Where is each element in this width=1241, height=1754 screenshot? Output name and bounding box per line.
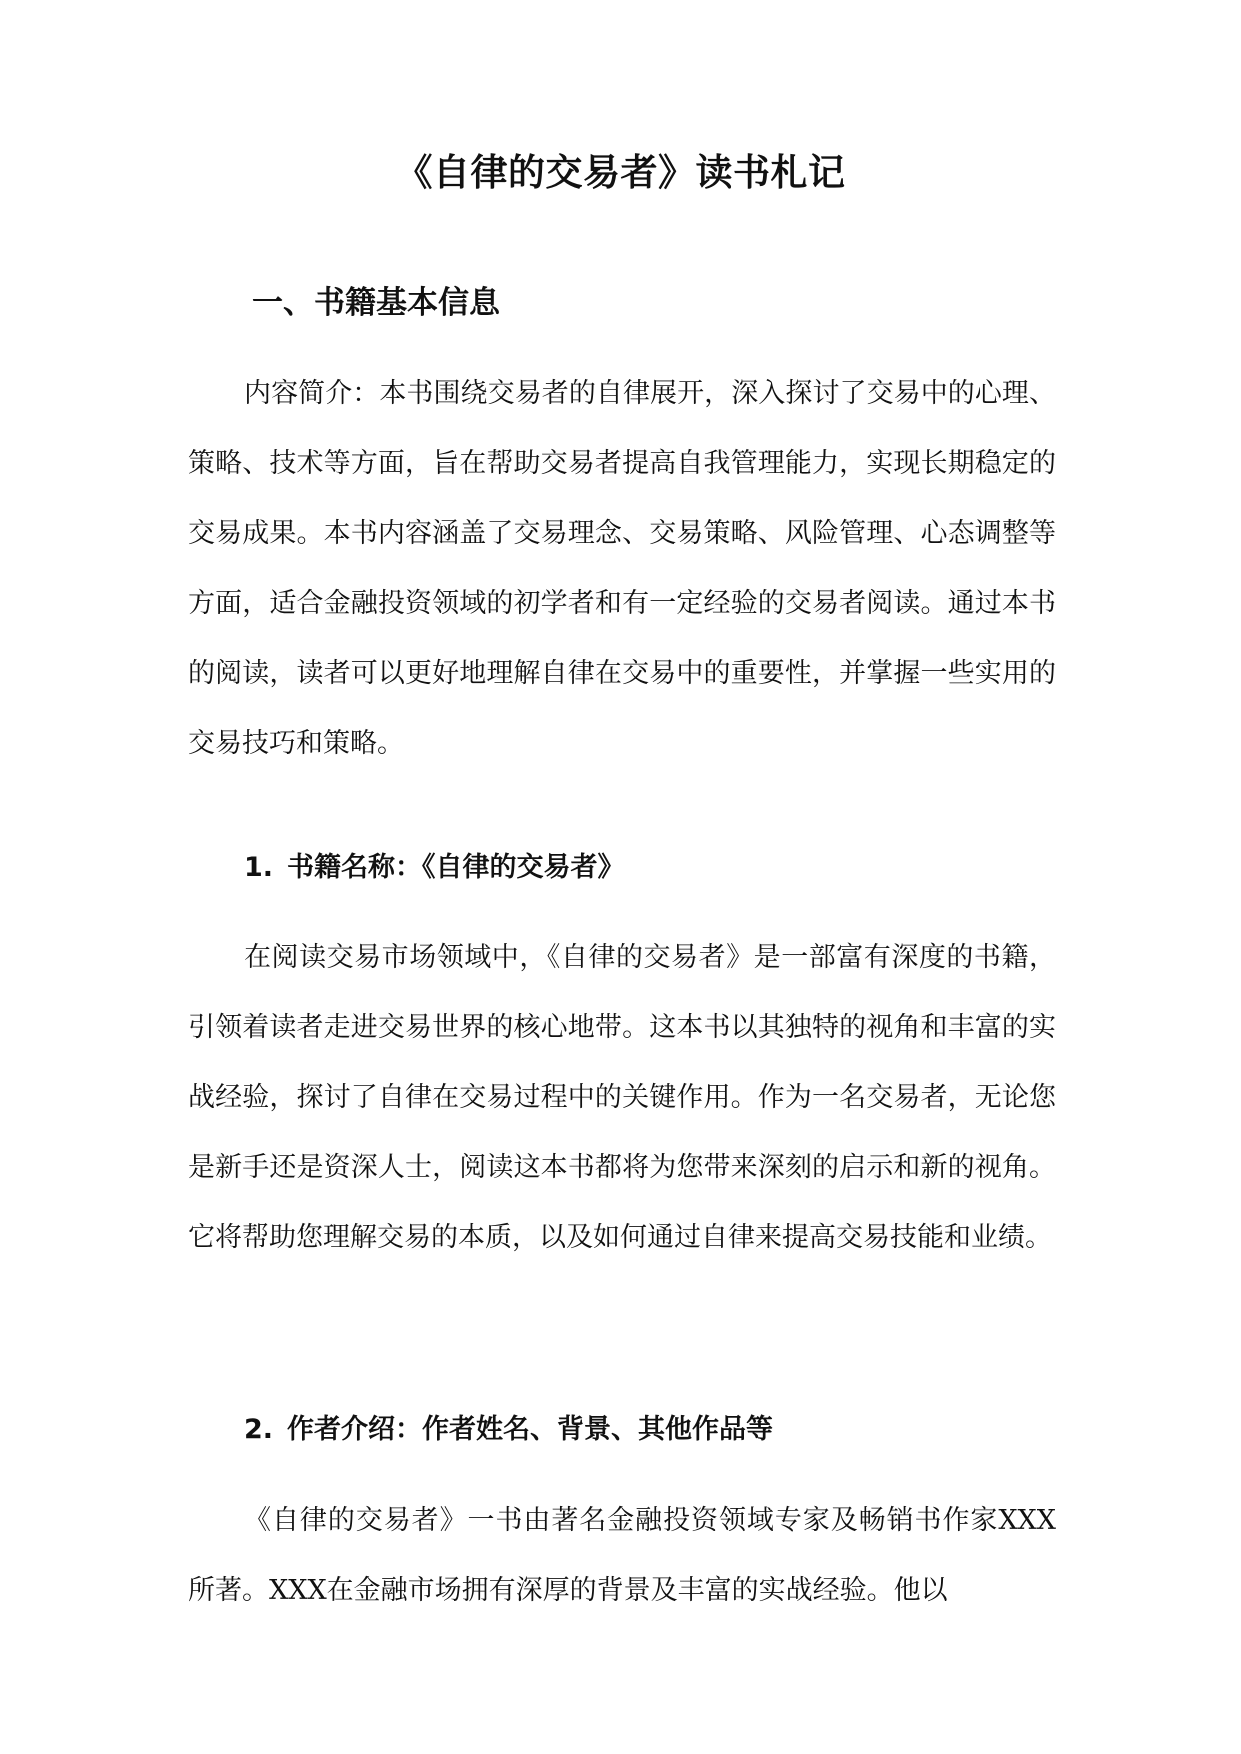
subsection-heading-text: 作者介绍：作者姓名、背景、其他作品等 bbox=[287, 1414, 774, 1445]
document-title: 《自律的交易者》读书札记 bbox=[395, 151, 846, 194]
author-paragraph: 《自律的交易者》一书由著名金融投资领域专家及畅销书作家XXX所著。XXX在金融市场拥有深厚的背景及丰富的实战经验。他以 bbox=[188, 1505, 1056, 1606]
subsection-number: 2. bbox=[244, 1414, 274, 1445]
subsection-heading-book-name bbox=[244, 846, 625, 890]
subsection-heading-author bbox=[244, 1408, 773, 1452]
book-name-paragraph: 在阅读交易市场领域中，《自律的交易者》是一部富有深度的书籍，引领着读者走进交易世界的核心地带。这本书以其独特的视角和丰富的实战经验，探讨了自律在交易过程中的关键作用。作为一名交易者，无论您是新手还是资深人士，阅读这本书都将为您带来深刻的启示和新的视角。它将帮助您理解交易的本质，以及如何通过自律来提高交易技能和业绩。 bbox=[188, 942, 1056, 1253]
subsection-heading-text: 书籍名称：《自律的交易者》 bbox=[287, 852, 625, 883]
subsection-number: 1. bbox=[244, 852, 274, 883]
content-summary-paragraph: 内容简介：本书围绕交易者的自律展开，深入探讨了交易中的心理、策略、技术等方面，旨在帮助交易者提高自我管理能力，实现长期稳定的交易成果。本书内容涵盖了交易理念、交易策略、风险管理、心态调整等方面，适合金融投资领域的初学者和有一定经验的交易者阅读。通过本书的阅读，读者可以更好地理解自律在交易中的重要性，并掌握一些实用的交易技巧和策略。 bbox=[188, 378, 1056, 759]
section-heading-basic-info: 一、书籍基本信息 bbox=[252, 285, 500, 321]
